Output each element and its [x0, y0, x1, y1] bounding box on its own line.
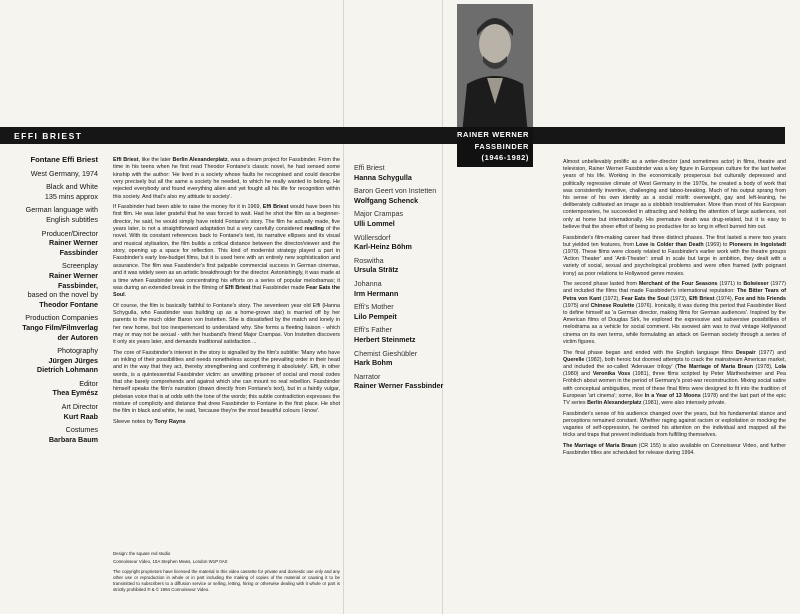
photography-name-line2: Dietrich Lohmann — [36, 365, 98, 375]
design-footer — [113, 551, 340, 593]
art-director-role: Art Director — [61, 402, 98, 412]
cast-role: Roswitha — [354, 255, 384, 265]
bio-paragraph: The final phase began and ended with the English language films Despair (1977) and Querelle (1982), both heroic but doomed attempts to crack the mainstream American market, and included the so-called 'Adenauer trilogy' (The Marriage of Maria Braun (1978), Lola (1980) and Veronika Voss (1981), three films scripted by Peter Märthesheimer and Pea Fröhlich about women in the period of Germany's post-war reconstruction. Mixing social satire with conceptual ambiguities, most of these final films were designed to fit into the tradition of European 'art cinema'; some, like In a Year of 13 Moons (1978) and the last part of the epic TV series Berlin Alexanderplatz (1981), were also intensely private. — [563, 349, 787, 406]
photography-name-line1: Jürgen Jürges — [48, 355, 98, 365]
sleeve-notes — [113, 157, 340, 426]
cast-role: Narrator — [354, 371, 381, 381]
cast-role: Baron Geert von Instetten — [354, 186, 437, 196]
photography-role: Photography — [57, 346, 98, 356]
cast-role: Major Crampas — [354, 209, 404, 219]
director-biography — [563, 159, 786, 461]
art-director-name: Kurt Raab — [63, 411, 98, 421]
director-name-box — [457, 127, 533, 167]
production-name-line1: Tango Film/Filmverlag — [22, 322, 98, 332]
cast-actor: Irm Hermann — [354, 288, 399, 298]
cast-actor: Karl-Heinz Böhm — [354, 242, 412, 252]
cast-actor: Lilo Pempeit — [354, 311, 397, 321]
cast-actor: Herbert Steinmetz — [354, 334, 416, 344]
header-bar — [0, 127, 442, 144]
section-title: EFFI BRIEST — [14, 131, 83, 141]
editor-role: Editor — [79, 378, 98, 388]
cast-role: Chemist Gieshübler — [354, 348, 418, 358]
copyright-notice: The copyright proprietors have licensed the material in this video cassette for private and domestic use only and any other use or reproduction in whole or in part including the making of copies of the material or causing it to be transmitted to subscribers to a diffusion service or selling, letting, hiring or otherwise dealing with it whole or part is strictly prohibited ℗ & © 1994 Connoisseur Video. — [113, 569, 340, 592]
cast-role: Effi's Father — [354, 325, 392, 335]
cast-role: Johanna — [354, 278, 382, 288]
producer-name-line2: Fassbinder — [59, 247, 98, 257]
screenplay-role: Screenplay — [62, 261, 98, 271]
director-name-line2: FASSBINDER — [474, 141, 529, 151]
bio-paragraph: The Marriage of Maria Braun (CR 155) is also available on Connoisseur Video, and further Fassbinder titles are scheduled for release during 1994. — [563, 443, 786, 457]
production-name-line2: der Autoren — [57, 332, 98, 342]
producer-role: Producer/Director — [41, 228, 98, 238]
language-line2: English subtitles — [46, 214, 98, 224]
costumes-role: Costumes — [65, 425, 98, 435]
design-credit: Design: the square red studio — [113, 551, 171, 556]
format-line1: Black and White — [46, 182, 98, 192]
cast-actor: Hanna Schygulla — [354, 172, 412, 182]
bio-paragraph: Fassbinder's film-making career had three distinct phases. The first lasted a mere two years but yielded ten features, from Love is Colder than Death (1969) to Pioneers in Ingolstadt (1970). These films were closely related to Fassbinder's earlier work with the theatre groups 'Action Theater' and 'Anti-Theater': small in scale but large in ambition, they dealt with a variety of social, sexual and psychological problems and were often framed (with poignant irony) as poor relations to Hollywood genre movies. — [563, 234, 786, 277]
cast-actor: Rainer Werner Fassbinder — [354, 381, 444, 391]
director-dates: (1946-1982) — [481, 153, 529, 162]
essay-paragraph: Effi Briest, like the later Berlin Alexanderplatz, was a dream project for Fassbinder. From the time in his teens when he first read Theodor Fontane's classic novel, he had sensed some kinship with the author: 'He lived in a society whose faults he recognised and could describe very precisely but all the same a society he needed, to which he really wanted to belong. He rejected everybody and found everything alien and yet fought all his life for recognition within this society. And that's also my attitude to society'. — [113, 157, 341, 200]
editor-name: Thea Eymész — [52, 388, 98, 398]
format-line2: 135 mins approx — [44, 191, 98, 201]
director-portrait — [457, 4, 533, 144]
essay-paragraph: If Fassbinder had been able to raise the money for it in 1969, Effi Briest would have been his first film. He was later grateful that he was forced to wait. Had he shot the film as a beginner-director, he said, he would simply have retold Fontane's story. The film he actually made, five years later, is not a straightforward adaptation but a very carefully considered reading of the novel. With its constant references back to Fontane's text, its narrative ellipses and its visual and musical stylisation, the film builds a critical distance between the director/viewer and the story, opening up a space for reflection. This kind of modernist strategy played a part in Fassbinder's early low-budget films, but it is used here with an entirely new sophistication and assurance. The film was Fassbinder's first palpable commercial success in German cinemas, and it was widely seen as an artistic breakthrough for the director. Astonishingly, it was made at a time when Fassbinder was concentrating his efforts on a series of popular melodramas; it was during an extended break in the filming of Effi Briest that Fassbinder made Fear Eats the Soul. — [113, 204, 341, 299]
country-year: West Germany, 1974 — [30, 168, 98, 178]
bio-paragraph: Fassbinder's sense of his audience changed over the years, but his fundamental stance and perceptions remained constant. Whether raging against racism or exploitation or mocking the vagaries of self-oppression, he centred his attention on the individual and mapped all the tricks and traps that prevent individuals from fulfilling themselves. — [563, 410, 786, 439]
production-role: Production Companies — [25, 313, 98, 323]
fold-line-left — [343, 0, 344, 614]
bio-paragraph: The second phase lasted from Merchant of the Four Seasons (1971) to Bolwieser (1977) and included the films that made Fassbinder's international reputation: The Bitter Tears of Petra von Kant (1972), Fear Eats the Soul (1973), Effi Briest (1974), Fox and his Friends (1975) and Chinese Roulette (1976). Ironically, it was during this period that Fassbinder liked to define himself as 'a German director, making films for German audiences'. Inspired by the American films of Douglas Sirk, he explored the expressive and subversive possibilities of melodrama as a vehicle for social comment. His avowed aim was to rival vintage Hollywood cinema on its own terms, while formulating an attack on German society through a series of victim figures. — [563, 281, 787, 345]
screenplay-note: based on the novel by — [27, 290, 98, 300]
producer-name-line1: Rainer Werner — [49, 238, 98, 248]
language-line1: German language with — [25, 205, 98, 215]
novel-author: Theodor Fontane — [39, 299, 98, 309]
publisher-address: Connoisseur Video, 10A Stephen Mews, London W1P 0AX — [113, 559, 228, 564]
cast-role: Effi Briest — [354, 163, 385, 172]
bio-paragraph: Almost unbelievably prolific as a writer-director (and sometimes actor) in films, theatre and television, Rainer Werner Fassbinder was a key figure in European culture for the last twelve years of his life. Working in the economically prosperous but culturally depressed and politically regressive climate of West Germany in the 1970s, he created a body of work that was consistently inventive, challenging and taboo-breaking. Much of his output sprang from his sense of his own identity as a social misfit: overweight, gay and left-leaning, he deliberately cultivated an image as a slobbish troublemaker. More than most of his European contemporaries, he succeeded in attracting and holding the attention of large audiences, not only at home but internationally. His premature death was drug-related, but it is easy to believe that the sheer effort of being so productive for so long in effect burned him out. — [563, 159, 786, 230]
cast-actor: Wolfgang Schenck — [354, 195, 419, 205]
screenplay-name-line1: Rainer Werner — [49, 270, 98, 280]
credits-column — [6, 155, 98, 444]
cast-role: Wüllersdorf — [354, 232, 391, 242]
sleeve-notes-credit: Sleeve notes by Tony Rayns — [113, 418, 186, 425]
costumes-name: Barbara Baum — [48, 434, 98, 444]
director-name-line1: RAINER WERNER — [457, 130, 529, 139]
film-title: Fontane Effi Briest — [30, 155, 98, 164]
cast-actor: Hark Bohm — [354, 358, 393, 368]
cast-actor: Ulli Lommel — [354, 218, 395, 228]
cast-list — [354, 163, 444, 395]
cast-role: Effi's Mother — [354, 302, 394, 312]
essay-paragraph: The core of Fassbinder's interest in the story is signalled by the film's subtitle: 'Many who have an inkling of their possibilities and needs nonetheless accept the prevailing order in their head and in the way that they act, thereby strengthening and confirming it absolutely'. Effi, in other words, is a quintessential Fassbinder victim: an unwitting prisoner of social and moral codes that she barely comprehends and against which she can mount no real rebellion. Fassbinder himself speaks the film's narration (drawn directly from Fontane's text), but in a faintly vulgar, plebeian voice that is at odds with the tone of the words; this subtle contradiction expresses the mixture of complicity and distance that drew Fassbinder to Fontane in the first place. He shot the film in black and white, he said, 'because they're the most beautiful colours I know'. — [113, 349, 340, 415]
essay-paragraph: Of course, the film is basically faithful to Fontane's story. The seventeen year old Effi (Hanna Schygulla, who Fassbinder was building up as a home-grown star) is married off by her parents to the much older Baron von Instetten. She is dissatisfied by the match and lonely in her new home, but too inexperienced to understand why. She forms a fleeting liaison - which may or may not be sexual - with her husband's friend Major Crampas. Von Instetten discovers it only six years later, and demands traditional satisfaction ... — [113, 302, 340, 346]
cast-actor: Ursula Strätz — [354, 265, 399, 275]
screenplay-name-line2: Fassbinder, — [58, 280, 98, 290]
